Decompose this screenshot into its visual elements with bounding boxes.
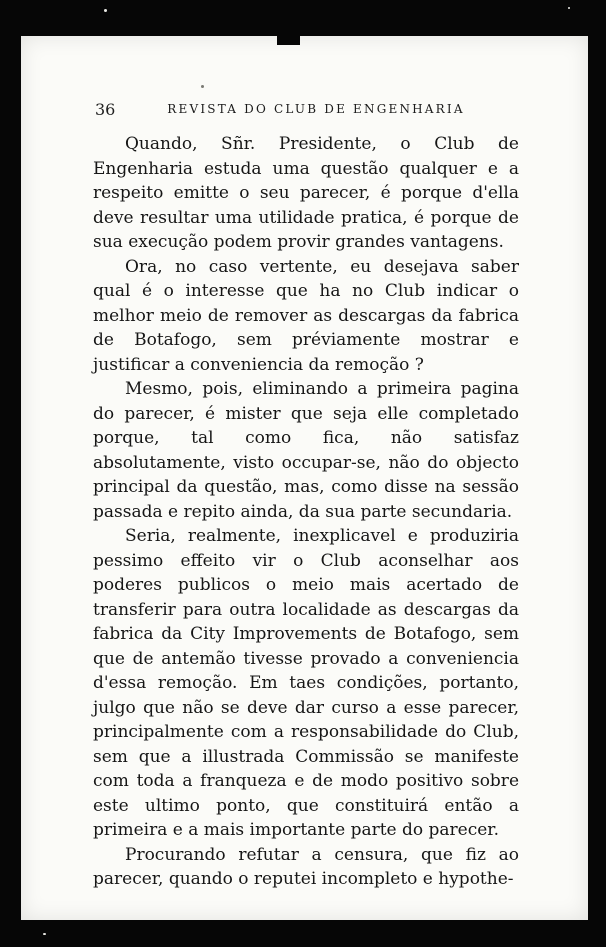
- journal-title: REVISTA DO CLUB DE ENGENHARIA: [167, 102, 465, 116]
- page-header: [93, 102, 539, 122]
- paragraph-5: Procurando refutar a censura, que fiz ao parecer, quando o reputei incompleto e hypothe-: [93, 844, 519, 889]
- paragraph-3: Mesmo, pois, eliminando a primeira pagina do parecer, é mister que seja elle completado porque, tal como fica, não satisfaz absolutamente, visto occupar-se, não do objecto principal da questão, mas, como disse na sessão passada e repito ainda, da sua parte secundaria.: [93, 379, 519, 522]
- page-number: 36: [95, 100, 116, 119]
- scan-dust-speck: [104, 9, 107, 12]
- body-text: [93, 132, 519, 892]
- scan-dust-speck: [43, 933, 46, 935]
- paragraph-4: Seria, realmente, inexplicavel e produziria pessimo effeito vir o Club aconselhar aos poderes publicos o meio mais acertado de transferir para outra localidade as descargas da fabrica da City Improvements de Botafogo, sem que de antemão tivesse provado a conveniencia d'essa remoção. Em taes condições, portanto, julgo que não se deve dar curso a esse parecer, principalmente com a responsabilidade do Club, sem que a illustrada Commissão se manifeste com toda a franqueza e de modo positivo sobre este ultimo ponto, que constituirá então a primeira e a mais importante parte do parecer.: [93, 526, 519, 840]
- print-artifact-dot: [201, 85, 204, 88]
- paragraph-1: Quando, Sñr. Presidente, o Club de Engenharia estuda uma questão qualquer e a respeito emitte o seu parecer, é porque d'ella deve resultar uma utilidade pratica, é porque de sua execução podem provir grandes vantagens.: [93, 134, 519, 252]
- scanned-page: [21, 36, 588, 920]
- scan-dust-speck: [568, 7, 570, 9]
- paragraph-2: Ora, no caso vertente, eu desejava saber qual é o interesse que ha no Club indicar o melhor meio de remover as descargas da fabrica de Botafogo, sem préviamente mostrar e justificar a conveniencia da remoção ?: [93, 256, 519, 375]
- scan-notch-artifact: [277, 36, 300, 45]
